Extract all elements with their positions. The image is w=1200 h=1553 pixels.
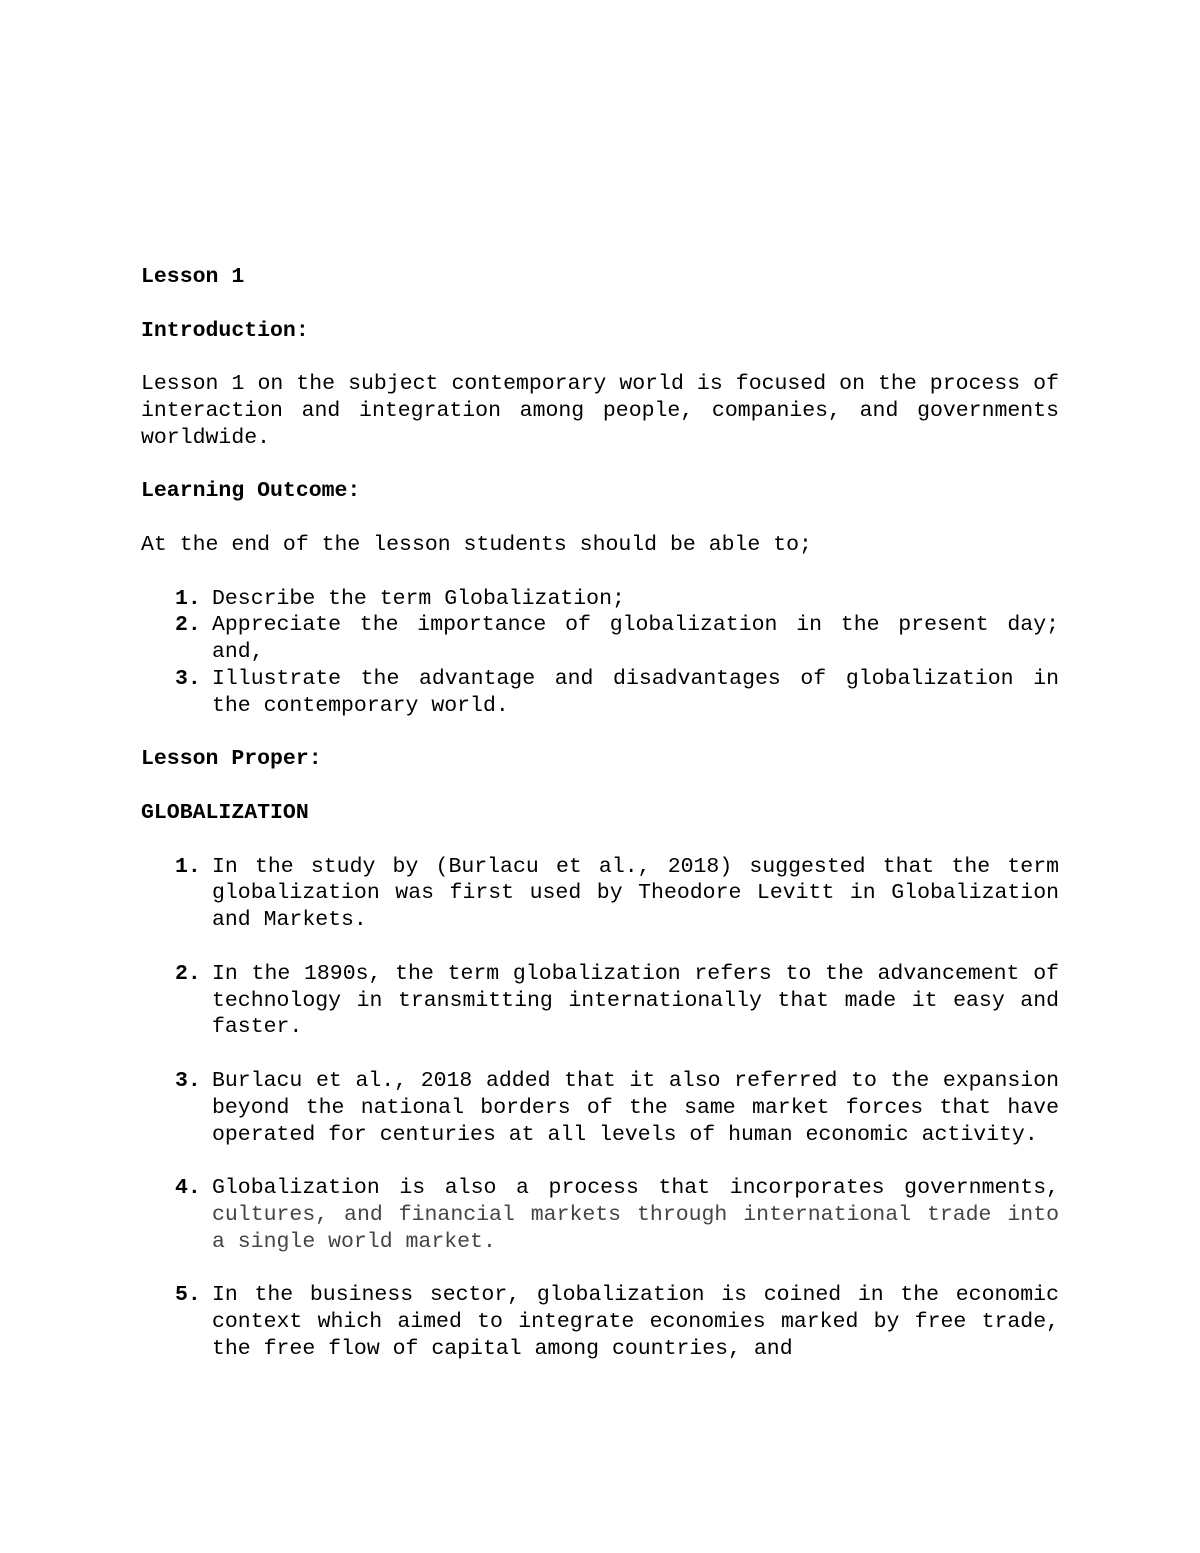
list-item-number: 1. — [175, 854, 201, 879]
lesson-title: Lesson 1 — [141, 265, 245, 289]
list-item-text: Burlacu et al., 2018 added that it also referred to the expansion beyond the national borders of the same market forces that have operated for centuries at all levels of human economic activity. — [212, 1068, 1059, 1147]
list-item-number: 3. — [175, 666, 201, 691]
list-item — [141, 1282, 1059, 1362]
list-item-number: 1. — [175, 586, 201, 611]
lesson-proper-list — [141, 854, 1059, 1363]
globalization-subheading: GLOBALIZATION — [141, 800, 309, 825]
lesson-proper-heading: Lesson Proper: — [141, 747, 322, 772]
list-item — [141, 666, 1059, 720]
list-item-text: In the business sector, globalization is coined in the economic context which aimed to integrate economies marked by free trade, the free flow of capital among countries, and — [212, 1283, 1059, 1361]
introduction-text: Lesson 1 on the subject contemporary world is focused on the process of interaction and integration among people, companies, and governments worldwide. — [141, 372, 1059, 450]
list-item-text-gray: cultures, and financial markets through international trade into a single world market. — [212, 1202, 1059, 1254]
list-item — [141, 1175, 1059, 1255]
introduction-heading: Introduction: — [141, 318, 309, 343]
list-item-text: Illustrate the advantage and disadvantages of globalization in the contemporary world. — [212, 666, 1059, 718]
list-item-number: 3. — [175, 1068, 201, 1093]
list-item-text: Describe the term Globalization; — [212, 586, 625, 611]
list-item-text: In the study by (Burlacu et al., 2018) suggested that the term globalization was first used by Theodore Levitt in Globalization and Markets. — [212, 854, 1059, 933]
list-item — [141, 1068, 1059, 1148]
list-item-text: In the 1890s, the term globalization refers to the advancement of technology in transmitting internationally that made it easy and faster. — [212, 961, 1059, 1040]
list-item-text: Appreciate the importance of globalization in the present day; and, — [212, 613, 1059, 665]
list-item — [141, 612, 1059, 666]
learning-outcome-list — [141, 586, 1059, 720]
learning-outcome-intro: At the end of the lesson students should be able to; — [141, 532, 812, 557]
list-item-number: 2. — [175, 961, 201, 986]
list-item-number: 2. — [175, 613, 201, 638]
list-item-number: 4. — [175, 1176, 201, 1201]
list-item — [141, 854, 1059, 934]
list-item — [141, 586, 1059, 613]
list-item — [141, 961, 1059, 1041]
learning-outcome-heading: Learning Outcome: — [141, 479, 361, 504]
document-page — [141, 264, 1059, 1389]
list-item-text: Globalization is also a process that incorporates governments, — [212, 1176, 1059, 1201]
list-item-number: 5. — [175, 1283, 201, 1308]
